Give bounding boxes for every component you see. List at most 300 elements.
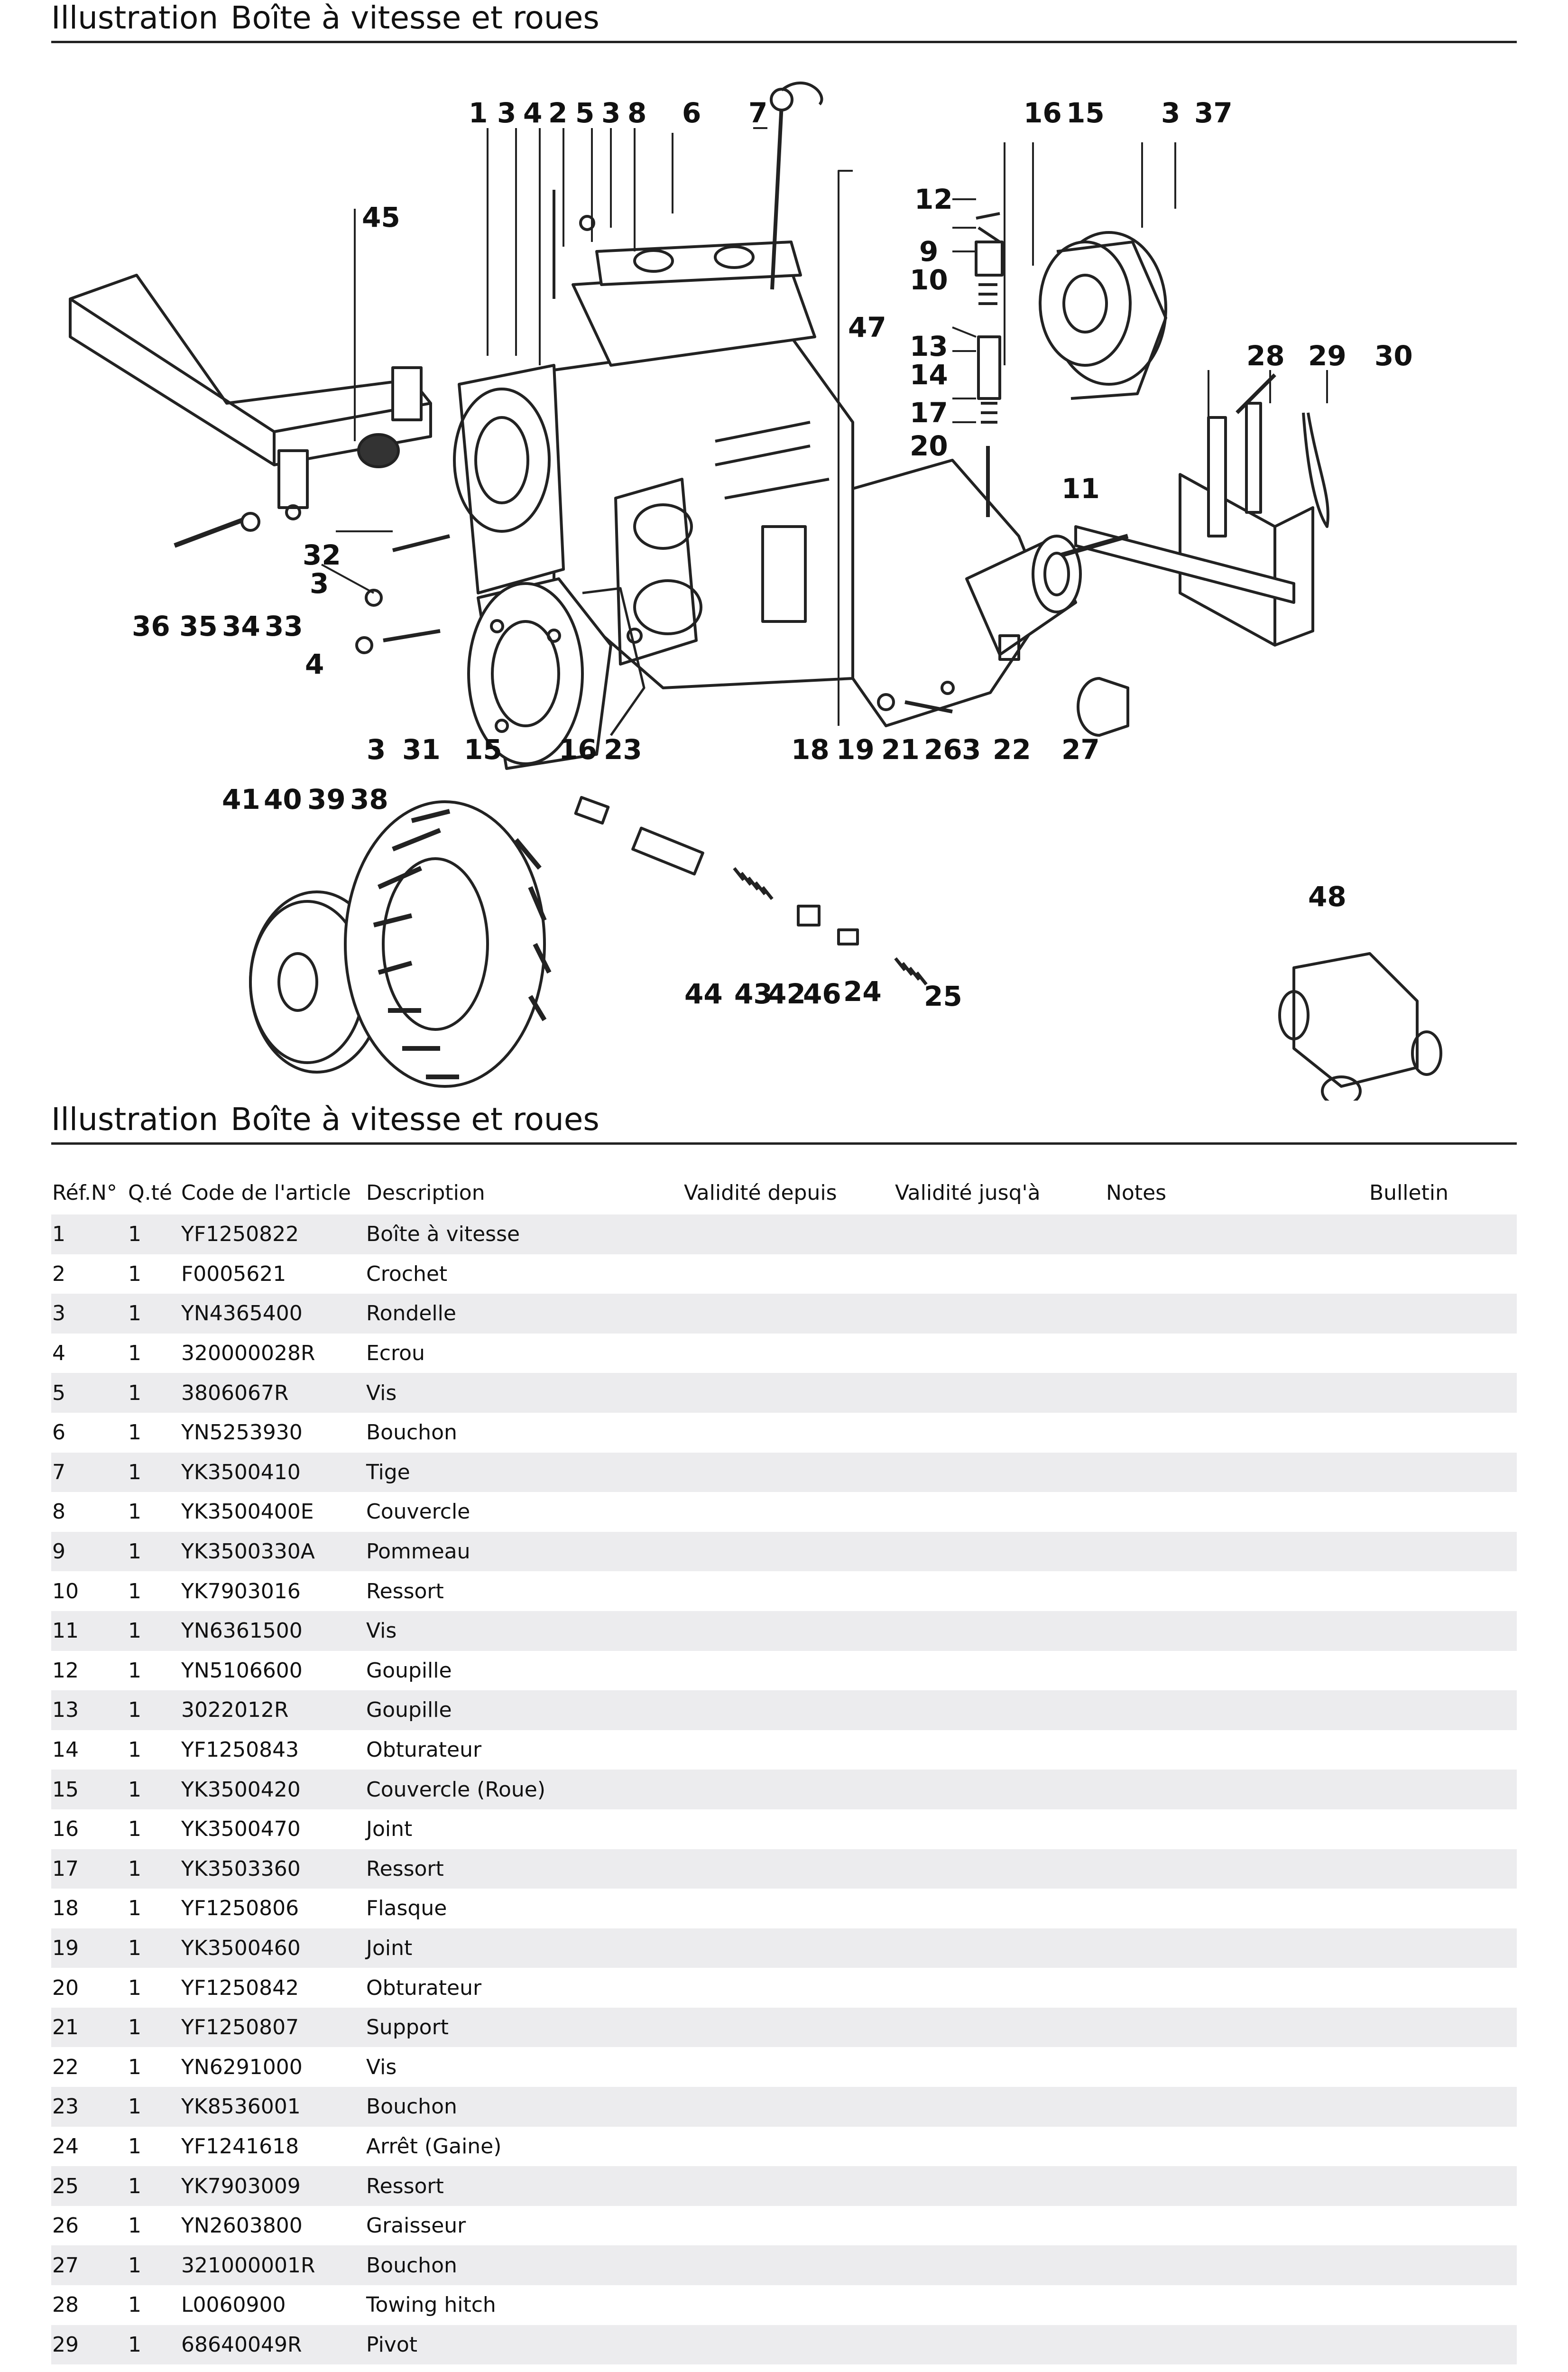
cell-notes <box>1105 1294 1368 1334</box>
callout-3c: 3 <box>1161 97 1181 129</box>
cell-code: 321000001R <box>180 2245 365 2285</box>
callout-3a: 3 <box>497 97 517 129</box>
cell-code: YN4365400 <box>180 1294 365 1334</box>
section-title-2-label: Illustration <box>51 1101 219 1138</box>
cell-ref: 13 <box>51 1690 127 1730</box>
callout-27: 27 <box>1061 733 1100 766</box>
cell-qty: 1 <box>128 2134 141 2159</box>
cell-description: Couvercle (Roue) <box>365 1770 683 1809</box>
callout-18: 18 <box>791 733 830 766</box>
cell-valid-from <box>683 2285 894 2325</box>
cell-valid-from <box>683 1214 894 1254</box>
callout-34: 34 <box>222 610 260 642</box>
cell-description: Bouchon <box>365 2087 683 2127</box>
cell-valid-from <box>683 2325 894 2365</box>
table-row <box>51 1453 1517 1492</box>
assembly-thumbnail-drawing <box>1280 954 1441 1101</box>
cell-bulletin <box>1368 1968 1517 2008</box>
cell-bulletin <box>1368 2127 1517 2167</box>
col-qty: Q.té <box>128 1180 172 1205</box>
cell-code: YK3500420 <box>180 1770 365 1809</box>
page-title-label: Illustration <box>51 0 219 36</box>
cell-notes <box>1105 1928 1368 1968</box>
cell-bulletin <box>1368 1334 1517 1373</box>
callout-3d: 3 <box>310 567 329 600</box>
callout-42: 42 <box>767 978 806 1010</box>
cell-description: Arrêt (Gaine) <box>366 2134 502 2159</box>
cell-valid-from <box>683 2166 894 2206</box>
table-row <box>51 2008 1517 2048</box>
callout-47: 47 <box>848 311 886 343</box>
spring-assembly-drawing <box>576 797 926 984</box>
cell-valid-to <box>894 1809 1105 1849</box>
cell-code: L0060900 <box>181 2293 286 2317</box>
cell-notes <box>1105 1770 1368 1809</box>
callout-20: 20 <box>910 430 948 462</box>
cell-qty: 1 <box>128 1896 141 1921</box>
cell-valid-from <box>683 1809 894 1849</box>
cell-ref: 14 <box>52 1738 79 1762</box>
cell-valid-from <box>683 2364 894 2372</box>
cell-qty: 1 <box>127 2008 180 2048</box>
cell-bulletin <box>1368 2206 1517 2246</box>
cell-code: YF1250806 <box>181 1896 299 1921</box>
cell-description: Ressort <box>365 1849 683 1889</box>
cell-valid-from <box>683 1651 894 1691</box>
cell-notes <box>1105 1651 1368 1691</box>
cell-qty: 1 <box>128 2214 141 2238</box>
table-row <box>51 1651 1517 1691</box>
cell-bulletin <box>1368 1571 1517 1611</box>
cell-valid-from <box>683 1373 894 1413</box>
callout-6: 6 <box>682 97 701 129</box>
cell-qty: 1 <box>127 1849 180 1889</box>
cell-valid-to <box>894 1532 1105 1572</box>
cell-code: YN6291000 <box>181 2055 303 2079</box>
cell-bulletin <box>1368 1532 1517 1572</box>
callout-14: 14 <box>910 359 948 391</box>
cell-valid-from <box>683 2127 894 2167</box>
table-row <box>51 2245 1517 2285</box>
callout-43: 43 <box>734 978 773 1010</box>
cell-description: Obturateur <box>366 1738 482 1762</box>
cell-code: YK3500460 <box>180 1928 365 1968</box>
cell-valid-from <box>683 1770 894 1809</box>
cell-code: YK3500400E <box>181 1500 314 1524</box>
cell-qty: 1 <box>127 2087 180 2127</box>
table-row <box>51 2127 1517 2167</box>
page-title <box>51 0 1517 43</box>
col-bulletin: Bulletin <box>1369 1180 1448 1205</box>
cell-valid-from <box>683 2206 894 2246</box>
cell-notes <box>1105 1214 1368 1254</box>
cell-code: YN6361500 <box>180 1611 365 1651</box>
cell-valid-to <box>894 2245 1105 2285</box>
callout-13: 13 <box>910 330 948 362</box>
cell-notes <box>1105 2325 1368 2365</box>
cell-qty: 1 <box>128 1738 141 1762</box>
callout-21: 21 <box>881 733 920 766</box>
table-row <box>51 2206 1517 2246</box>
cell-valid-to <box>894 2325 1105 2365</box>
callout-16a: 16 <box>1024 97 1062 129</box>
cell-notes <box>1105 1809 1368 1849</box>
cell-notes <box>1105 2047 1368 2087</box>
callout-48: 48 <box>1308 880 1347 913</box>
cell-notes <box>1105 1730 1368 1770</box>
cell-ref: 12 <box>52 1658 79 1683</box>
page-title-name: Boîte à vitesse et roues <box>231 0 600 36</box>
cell-notes <box>1105 1532 1368 1572</box>
callout-37: 37 <box>1194 97 1233 129</box>
cell-description: Joint <box>365 1928 683 1968</box>
cell-valid-to <box>894 1214 1105 1254</box>
cell-notes <box>1105 1334 1368 1373</box>
cell-notes <box>1105 2166 1368 2206</box>
cell-qty: 1 <box>127 2245 180 2285</box>
cell-code: YK3500470 <box>181 1817 301 1842</box>
cell-description: Boîte à vitesse <box>365 1214 683 1254</box>
cell-description: Support <box>365 2008 683 2048</box>
cell-description: Bouchon <box>365 2245 683 2285</box>
cell-qty: 1 <box>128 1261 141 1286</box>
cell-ref: 19 <box>51 1928 127 1968</box>
cell-code: 3022012R <box>180 1690 365 1730</box>
cell-ref: 26 <box>52 2214 79 2238</box>
table-row <box>51 2285 1517 2325</box>
cell-description: Vis <box>365 1611 683 1651</box>
cell-notes <box>1105 2364 1368 2372</box>
cell-code: YF1250807 <box>180 2008 365 2048</box>
cell-bulletin <box>1368 1889 1517 1928</box>
cell-valid-to <box>894 1730 1105 1770</box>
cell-description <box>365 2364 683 2372</box>
table-row <box>51 1571 1517 1611</box>
cell-valid-to <box>894 1690 1105 1730</box>
cell-qty: 1 <box>128 1658 141 1683</box>
table-row <box>51 1968 1517 2008</box>
cell-description: Couvercle <box>366 1500 470 1524</box>
table-header-row <box>51 1171 1517 1214</box>
cell-code <box>180 2364 365 2372</box>
cell-bulletin <box>1368 2047 1517 2087</box>
cell-bulletin <box>1368 1611 1517 1651</box>
callout-11: 11 <box>1061 473 1100 505</box>
cell-bulletin <box>1368 1730 1517 1770</box>
cell-qty: 1 <box>128 2055 141 2079</box>
cell-valid-to <box>894 1968 1105 2008</box>
cell-valid-to <box>894 1889 1105 1928</box>
table-row <box>51 1849 1517 1889</box>
cell-description: Vis <box>366 2055 397 2079</box>
callout-9: 9 <box>919 235 939 268</box>
cell-qty: 1 <box>127 2166 180 2206</box>
cell-description: Bouchon <box>366 1420 457 1445</box>
cell-ref: 5 <box>51 1373 127 1413</box>
cell-notes <box>1105 1889 1368 1928</box>
cell-bulletin <box>1368 1492 1517 1532</box>
callout-39: 39 <box>307 783 346 815</box>
cell-notes <box>1105 1611 1368 1651</box>
callout-19: 19 <box>836 733 875 766</box>
cell-valid-from <box>683 2245 894 2285</box>
section-title-2-name: Boîte à vitesse et roues <box>231 1101 600 1138</box>
cell-code: YK7903009 <box>180 2166 365 2206</box>
table-row <box>51 1214 1517 1254</box>
cell-ref: 7 <box>51 1453 127 1492</box>
cell-valid-from <box>683 1254 894 1294</box>
cell-bulletin <box>1368 2285 1517 2325</box>
table-row <box>51 1492 1517 1532</box>
cell-code: YK7903016 <box>181 1579 301 1603</box>
callout-3e: 3 <box>367 733 386 766</box>
cell-valid-from <box>683 1690 894 1730</box>
cell-valid-to <box>894 1611 1105 1651</box>
callout-10: 10 <box>910 264 948 296</box>
cell-notes <box>1105 2245 1368 2285</box>
cell-ref: 23 <box>51 2087 127 2127</box>
cell-valid-from <box>683 2047 894 2087</box>
cell-bulletin <box>1368 2087 1517 2127</box>
cell-ref: 16 <box>52 1817 79 1842</box>
callout-25: 25 <box>924 980 962 1012</box>
cell-ref: 18 <box>52 1896 79 1921</box>
callout-38: 38 <box>350 783 388 815</box>
callout-16b: 16 <box>559 733 597 766</box>
callout-17: 17 <box>910 397 948 429</box>
cell-valid-from <box>683 1928 894 1968</box>
cell-qty: 1 <box>127 2325 180 2365</box>
cell-qty: 1 <box>127 1532 180 1572</box>
cell-valid-from <box>683 2008 894 2048</box>
cell-notes <box>1105 1373 1368 1413</box>
table-row <box>51 1373 1517 1413</box>
cell-notes <box>1105 1413 1368 1453</box>
cell-description: Graisseur <box>366 2214 466 2238</box>
callout-23: 23 <box>604 733 642 766</box>
cell-bulletin <box>1368 1294 1517 1334</box>
callout-28: 28 <box>1246 340 1285 372</box>
table-row <box>51 1294 1517 1334</box>
cell-valid-to <box>894 1651 1105 1691</box>
cell-description: Goupille <box>365 1690 683 1730</box>
table-row <box>51 1334 1517 1373</box>
cell-valid-from <box>683 1492 894 1532</box>
exploded-view-illustration <box>51 71 1517 1101</box>
cell-valid-to <box>894 1294 1105 1334</box>
cell-notes <box>1105 2206 1368 2246</box>
cell-ref: 24 <box>52 2134 79 2159</box>
cell-code: YN5253930 <box>181 1420 303 1445</box>
cell-valid-from <box>683 1453 894 1492</box>
cell-description: Ressort <box>365 2166 683 2206</box>
section-title-2 <box>51 1102 1517 1145</box>
callout-44: 44 <box>684 978 723 1010</box>
cell-notes <box>1105 1571 1368 1611</box>
cell-qty: 1 <box>127 1214 180 1254</box>
cell-code: 320000028R <box>181 1341 315 1366</box>
callout-24: 24 <box>843 975 882 1008</box>
cell-code: YK8536001 <box>180 2087 365 2127</box>
cell-description: Obturateur <box>366 1975 482 2000</box>
cell-bulletin <box>1368 2325 1517 2365</box>
cell-notes <box>1105 2008 1368 2048</box>
side-flange-drawing <box>853 460 1080 726</box>
cell-ref: 29 <box>51 2325 127 2365</box>
cell-bulletin <box>1368 1373 1517 1413</box>
cell-qty: 1 <box>127 1928 180 1968</box>
callout-41: 41 <box>222 783 260 815</box>
cell-valid-to <box>894 2087 1105 2127</box>
col-valid-from: Validité depuis <box>684 1180 837 1205</box>
cell-description: Ressort <box>366 1579 444 1603</box>
table-row <box>51 1254 1517 1294</box>
cell-qty: 1 <box>128 1579 141 1603</box>
cell-notes <box>1105 2087 1368 2127</box>
cell-valid-from <box>683 1730 894 1770</box>
cell-ref: 25 <box>51 2166 127 2206</box>
callout-1: 1 <box>469 97 488 129</box>
cell-description: Vis <box>365 1373 683 1413</box>
cell-description: Rondelle <box>365 1294 683 1334</box>
cell-valid-from <box>683 1968 894 2008</box>
cell-bulletin <box>1368 1214 1517 1254</box>
callout-33: 33 <box>265 610 303 642</box>
cell-code: YN2603800 <box>181 2214 303 2238</box>
cell-notes <box>1105 1849 1368 1889</box>
cell-valid-to <box>894 1373 1105 1413</box>
cell-description: Pommeau <box>365 1532 683 1572</box>
table-row <box>51 1770 1517 1809</box>
table-row <box>51 2325 1517 2365</box>
cell-valid-to <box>894 1413 1105 1453</box>
callout-5: 5 <box>575 97 595 129</box>
cell-code: F0005621 <box>181 1261 286 1286</box>
table-row <box>51 1809 1517 1849</box>
cell-code: 3806067R <box>180 1373 365 1413</box>
cell-valid-from <box>683 1571 894 1611</box>
cell-valid-to <box>894 1254 1105 1294</box>
callout-2: 2 <box>548 97 568 129</box>
cell-valid-from <box>683 1532 894 1572</box>
cell-bulletin <box>1368 2008 1517 2048</box>
cell-code: YN5106600 <box>181 1658 303 1683</box>
cell-ref: 27 <box>51 2245 127 2285</box>
cell-valid-to <box>894 2127 1105 2167</box>
gear-cover-drawing <box>1040 232 1166 398</box>
cell-notes <box>1105 1690 1368 1730</box>
cell-valid-to <box>894 1928 1105 1968</box>
callout-15a: 15 <box>1066 97 1105 129</box>
col-valid-to: Validité jusq'à <box>895 1180 1041 1205</box>
cell-notes <box>1105 1492 1368 1532</box>
cell-bulletin <box>1368 2245 1517 2285</box>
cell-description: Tige <box>365 1453 683 1492</box>
cell-description: Joint <box>366 1817 413 1842</box>
cell-valid-to <box>894 1453 1105 1492</box>
cell-code: YF1250842 <box>181 1975 299 2000</box>
cell-bulletin <box>1368 1651 1517 1691</box>
callout-40: 40 <box>264 783 302 815</box>
cell-qty: 1 <box>128 1817 141 1842</box>
cell-ref: 3 <box>51 1294 127 1334</box>
table-row <box>51 1928 1517 1968</box>
cell-valid-from <box>683 1849 894 1889</box>
cell-ref: 11 <box>51 1611 127 1651</box>
callout-3f: 3 <box>962 733 981 766</box>
cell-qty: 1 <box>127 1294 180 1334</box>
cell-code: YF1241618 <box>181 2134 299 2159</box>
cell-notes <box>1105 2285 1368 2325</box>
cell-valid-to <box>894 2285 1105 2325</box>
table-row <box>51 1889 1517 1928</box>
col-ref: Réf.N° <box>52 1180 117 1205</box>
table-row <box>51 2087 1517 2127</box>
cell-bulletin <box>1368 1849 1517 1889</box>
cell-description: Crochet <box>366 1261 448 1286</box>
towing-hitch-drawing <box>1076 375 1328 645</box>
cell-description: Towing hitch <box>366 2293 496 2317</box>
callout-4b: 4 <box>305 648 324 680</box>
cell-ref: 22 <box>52 2055 79 2079</box>
cell-bulletin <box>1368 1770 1517 1809</box>
cell-ref: 8 <box>52 1500 65 1524</box>
cell-valid-to <box>894 1849 1105 1889</box>
table-row <box>51 2364 1517 2372</box>
cell-code: YK3500330A <box>180 1532 365 1572</box>
cell-bulletin <box>1368 1809 1517 1849</box>
cell-qty: 1 <box>128 1975 141 2000</box>
cell-valid-to <box>894 1492 1105 1532</box>
col-description: Description <box>366 1180 485 1205</box>
cell-valid-to <box>894 2364 1105 2372</box>
callout-4a: 4 <box>523 97 543 129</box>
wheel-and-tire-drawing <box>250 802 549 1086</box>
cell-ref: 10 <box>52 1579 79 1603</box>
table-row <box>51 1730 1517 1770</box>
table-row <box>51 2166 1517 2206</box>
callout-26: 26 <box>924 733 962 766</box>
cell-qty: 1 <box>127 1770 180 1809</box>
protection-plate-drawing <box>70 275 431 508</box>
cell-notes <box>1105 2127 1368 2167</box>
cell-ref: 15 <box>51 1770 127 1809</box>
cell-valid-to <box>894 1571 1105 1611</box>
cell-bulletin <box>1368 2166 1517 2206</box>
cell-description: Pivot <box>365 2325 683 2365</box>
cell-ref: 21 <box>51 2008 127 2048</box>
callout-35: 35 <box>179 610 218 642</box>
cell-valid-to <box>894 1334 1105 1373</box>
cell-description: Flasque <box>366 1896 447 1921</box>
callout-45: 45 <box>362 201 400 233</box>
cell-ref: 20 <box>52 1975 79 2000</box>
cell-qty: 1 <box>128 2293 141 2317</box>
cell-ref: 4 <box>52 1341 65 1366</box>
cell-valid-to <box>894 2008 1105 2048</box>
cell-bulletin <box>1368 1413 1517 1453</box>
cell-qty: 1 <box>127 1453 180 1492</box>
callout-36: 36 <box>132 610 170 642</box>
callout-3b: 3 <box>601 97 621 129</box>
table-row <box>51 1413 1517 1453</box>
cell-valid-from <box>683 1294 894 1334</box>
cell-description: Ecrou <box>366 1341 425 1366</box>
cell-description: Goupille <box>366 1658 452 1683</box>
callout-12: 12 <box>914 183 953 215</box>
cell-valid-to <box>894 2206 1105 2246</box>
cell-qty: 1 <box>128 1420 141 1445</box>
